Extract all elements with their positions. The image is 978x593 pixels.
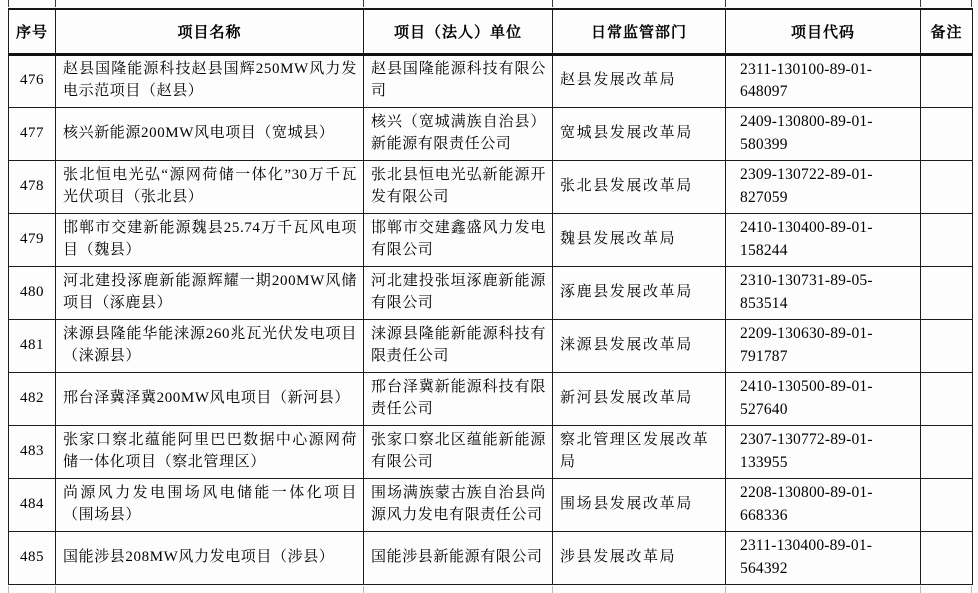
cell-serial-number: 479 bbox=[9, 213, 56, 266]
cell-project-name: 国能涉县208MW风力发电项目（涉县） bbox=[56, 531, 364, 584]
cell-serial-number: 477 bbox=[9, 107, 56, 160]
cell-legal-entity: 河北建投张垣涿鹿新能源有限公司 bbox=[364, 266, 553, 319]
cell-project-code: 2307-130772-89-01-133955 bbox=[726, 425, 921, 478]
grid-stub bbox=[920, 0, 921, 7]
table-row bbox=[9, 478, 973, 531]
cell-project-name: 赵县国隆能源科技赵县国辉250MW风力发电示范项目（赵县） bbox=[56, 54, 364, 107]
grid-stub bbox=[363, 0, 364, 7]
header-serial-number: 序号 bbox=[9, 9, 56, 54]
header-legal-entity: 项目（法人）单位 bbox=[364, 9, 553, 54]
cell-serial-number: 484 bbox=[9, 478, 56, 531]
header-row bbox=[9, 9, 973, 54]
cell-project-code: 2311-130100-89-01-648097 bbox=[726, 54, 921, 107]
cell-legal-entity: 张家口察北区蕴能新能源有限公司 bbox=[364, 425, 553, 478]
cell-regulator: 察北管理区发展改革局 bbox=[553, 425, 726, 478]
cell-legal-entity: 张北县恒电光弘新能源开发有限公司 bbox=[364, 160, 553, 213]
cell-legal-entity: 邯郸市交建鑫盛风力发电有限公司 bbox=[364, 213, 553, 266]
cell-project-name: 张北恒电光弘“源网荷储一体化”30万千瓦光伏项目（张北县） bbox=[56, 160, 364, 213]
cell-project-name: 核兴新能源200MW风电项目（宽城县） bbox=[56, 107, 364, 160]
table-row bbox=[9, 160, 973, 213]
cell-legal-entity: 赵县国隆能源科技有限公司 bbox=[364, 54, 553, 107]
grid-stub bbox=[363, 586, 364, 593]
cell-remarks bbox=[921, 107, 973, 160]
cell-project-name: 涞源县隆能华能涞源260兆瓦光伏发电项目（涞源县） bbox=[56, 319, 364, 372]
grid-stub bbox=[920, 586, 921, 593]
grid-stub bbox=[971, 0, 972, 7]
cell-project-name: 邢台泽冀泽冀200MW风电项目（新河县） bbox=[56, 372, 364, 425]
header-project-name: 项目名称 bbox=[56, 9, 364, 54]
grid-stub bbox=[552, 586, 553, 593]
table-row bbox=[9, 266, 973, 319]
cell-regulator: 涿鹿县发展改革局 bbox=[553, 266, 726, 319]
table-body bbox=[9, 54, 973, 584]
cell-regulator: 张北县发展改革局 bbox=[553, 160, 726, 213]
cell-serial-number: 482 bbox=[9, 372, 56, 425]
grid-stub bbox=[8, 586, 9, 593]
table-header bbox=[9, 9, 973, 54]
cell-remarks bbox=[921, 160, 973, 213]
cell-serial-number: 478 bbox=[9, 160, 56, 213]
cell-regulator: 宽城县发展改革局 bbox=[553, 107, 726, 160]
cell-project-code: 2311-130400-89-01-564392 bbox=[726, 531, 921, 584]
cell-project-code: 2209-130630-89-01-791787 bbox=[726, 319, 921, 372]
cell-regulator: 新河县发展改革局 bbox=[553, 372, 726, 425]
cell-remarks bbox=[921, 319, 973, 372]
cell-remarks bbox=[921, 531, 973, 584]
cell-regulator: 魏县发展改革局 bbox=[553, 213, 726, 266]
cell-legal-entity: 邢台泽冀新能源科技有限责任公司 bbox=[364, 372, 553, 425]
cell-project-name: 邯郸市交建新能源魏县25.74万千瓦风电项目（魏县） bbox=[56, 213, 364, 266]
cell-regulator: 涞源县发展改革局 bbox=[553, 319, 726, 372]
table-row bbox=[9, 213, 973, 266]
table-row bbox=[9, 107, 973, 160]
table-row bbox=[9, 372, 973, 425]
cell-serial-number: 476 bbox=[9, 54, 56, 107]
grid-stub bbox=[725, 586, 726, 593]
cell-project-code: 2310-130731-89-05-853514 bbox=[726, 266, 921, 319]
cell-remarks bbox=[921, 478, 973, 531]
grid-stub bbox=[971, 586, 972, 593]
cell-serial-number: 480 bbox=[9, 266, 56, 319]
table-row bbox=[9, 54, 973, 107]
cell-legal-entity: 围场满族蒙古族自治县尚源风力发电有限责任公司 bbox=[364, 478, 553, 531]
cell-regulator: 赵县发展改革局 bbox=[553, 54, 726, 107]
cell-remarks bbox=[921, 213, 973, 266]
cell-project-code: 2409-130800-89-01-580399 bbox=[726, 107, 921, 160]
table-row bbox=[9, 319, 973, 372]
cell-serial-number: 485 bbox=[9, 531, 56, 584]
cell-project-code: 2410-130400-89-01-158244 bbox=[726, 213, 921, 266]
table-row bbox=[9, 531, 973, 584]
cell-project-code: 2208-130800-89-01-668336 bbox=[726, 478, 921, 531]
header-regulator: 日常监管部门 bbox=[553, 9, 726, 54]
cell-regulator: 涉县发展改革局 bbox=[553, 531, 726, 584]
grid-stub bbox=[55, 586, 56, 593]
header-remarks: 备注 bbox=[921, 9, 973, 54]
cell-legal-entity: 国能涉县新能源有限公司 bbox=[364, 531, 553, 584]
cell-serial-number: 481 bbox=[9, 319, 56, 372]
cell-project-code: 2309-130722-89-01-827059 bbox=[726, 160, 921, 213]
cell-project-name: 张家口察北蕴能阿里巴巴数据中心源网荷储一体化项目（察北管理区） bbox=[56, 425, 364, 478]
grid-stub bbox=[725, 0, 726, 7]
cell-legal-entity: 涞源县隆能新能源科技有限责任公司 bbox=[364, 319, 553, 372]
cell-remarks bbox=[921, 425, 973, 478]
grid-stub bbox=[552, 0, 553, 7]
cell-regulator: 围场县发展改革局 bbox=[553, 478, 726, 531]
grid-stub bbox=[8, 0, 9, 7]
cell-remarks bbox=[921, 372, 973, 425]
cell-remarks bbox=[921, 54, 973, 107]
cell-project-name: 河北建投涿鹿新能源辉耀一期200MW风储项目（涿鹿县） bbox=[56, 266, 364, 319]
header-project-code: 项目代码 bbox=[726, 9, 921, 54]
cell-legal-entity: 核兴（宽城满族自治县）新能源有限责任公司 bbox=[364, 107, 553, 160]
cell-remarks bbox=[921, 266, 973, 319]
cell-serial-number: 483 bbox=[9, 425, 56, 478]
table-row bbox=[9, 425, 973, 478]
project-list-table bbox=[8, 8, 973, 585]
cell-project-code: 2410-130500-89-01-527640 bbox=[726, 372, 921, 425]
cell-project-name: 尚源风力发电围场风电储能一体化项目 （围场县） bbox=[56, 478, 364, 531]
grid-stub bbox=[55, 0, 56, 7]
